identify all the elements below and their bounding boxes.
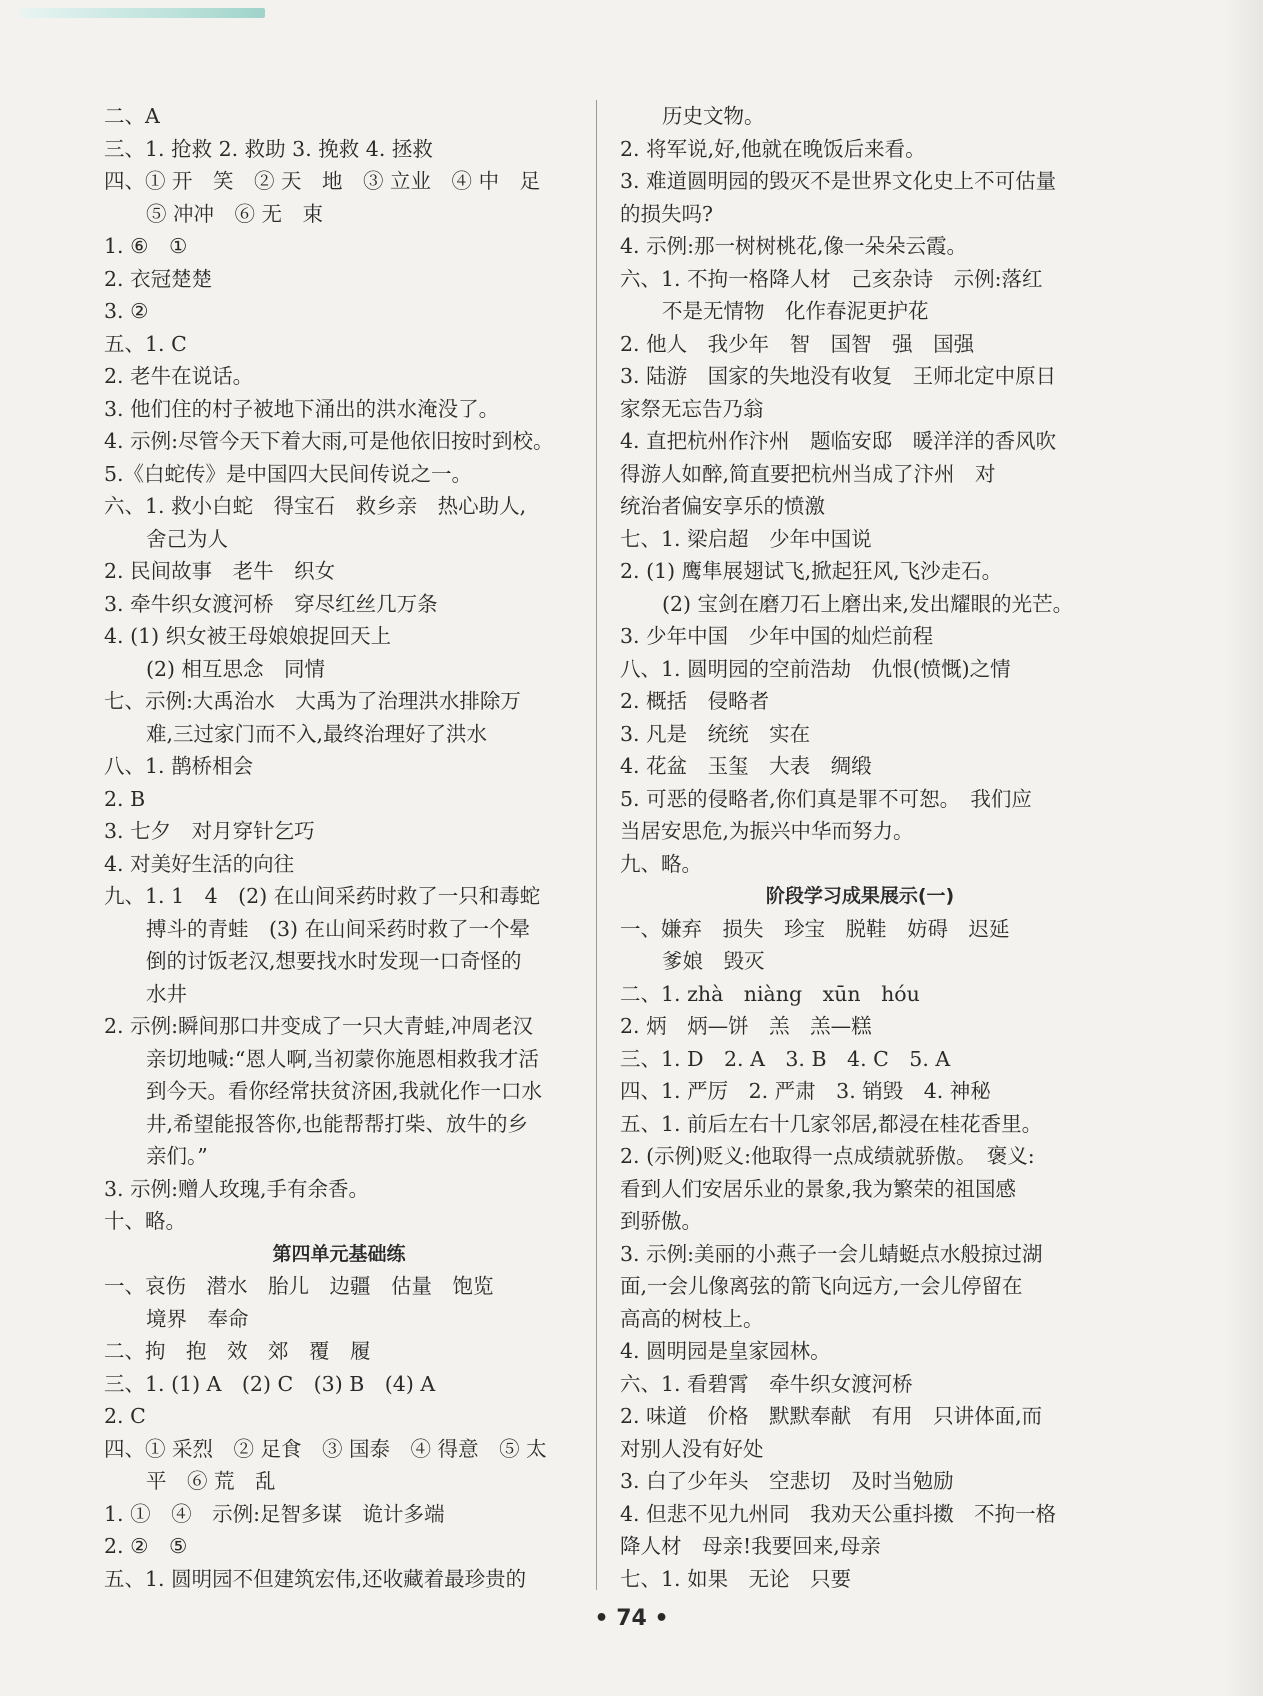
- left-answer-line: 二、A: [104, 104, 160, 128]
- right-answer-line: 2. 他人 我少年 智 国智 强 国强: [620, 331, 975, 356]
- right-answer-line: 3. 白了少年头 空悲切 及时当勉励: [620, 1469, 954, 1493]
- right-answer-line: 不是无情物 化作春泥更护花: [662, 299, 929, 323]
- left-answer-line: 倒的讨饭老汉,想要找水时发现一口奇怪的: [146, 949, 522, 973]
- right-answer-line: 六、1. 看碧霄 牵牛织女渡河桥: [620, 1371, 913, 1396]
- left-answer-line: 2. ② ⑤: [104, 1534, 188, 1558]
- left-answer-line: 舍己为人: [146, 526, 228, 551]
- right-answer-line: 历史文物。: [662, 104, 765, 128]
- left-answer-line: 3. 牵牛织女渡河桥 穿尽红丝几万条: [104, 591, 438, 616]
- left-answer-line: 2. B: [104, 786, 146, 811]
- right-answer-line: 2. 概括 侵略者: [620, 689, 770, 713]
- left-answer-line: 五、1. 圆明园不但建筑宏伟,还收藏着最珍贵的: [104, 1566, 527, 1591]
- left-answer-line: 1. ⑥ ①: [104, 234, 188, 258]
- left-answer-line: 2. C: [104, 1404, 146, 1428]
- page-edge-shadow: [1223, 0, 1263, 1696]
- right-answer-line: 3. 示例:美丽的小燕子一会儿蜻蜓点水般掠过湖: [620, 1241, 1043, 1266]
- right-answer-line: 七、1. 梁启超 少年中国说: [620, 526, 872, 551]
- left-answer-line: 一、哀伤 潜水 胎儿 边疆 估量 饱览: [104, 1274, 494, 1298]
- left-answer-line: 八、1. 鹊桥相会: [104, 754, 254, 778]
- left-answer-line: 3. 他们住的村子被地下涌出的洪水淹没了。: [104, 396, 500, 421]
- left-answer-line: 六、1. 救小白蛇 得宝石 救乡亲 热心助人,: [104, 494, 527, 518]
- left-answer-line: 境界 奉命: [146, 1306, 249, 1331]
- left-answer-line: 4. (1) 织女被王母娘娘捉回天上: [104, 624, 392, 648]
- right-answer-line: 3. 难道圆明园的毁灭不是世界文化史上不可估量: [620, 169, 1057, 193]
- right-answer-line: 面,一会儿像离弦的箭飞向远方,一会儿停留在: [620, 1274, 1023, 1298]
- right-answer-line: 四、1. 严厉 2. 严肃 3. 销毁 4. 神秘: [620, 1079, 991, 1103]
- right-answer-line: 的损失吗?: [620, 201, 713, 226]
- right-answer-line: 3. 陆游 国家的失地没有收复 王师北定中原日: [620, 364, 1057, 388]
- top-tab-decoration: [20, 8, 265, 18]
- right-answer-line: 六、1. 不拘一格降人材 己亥杂诗 示例:落红: [620, 266, 1043, 291]
- right-answer-line: 2. (示例)贬义:他取得一点成绩就骄傲。 褒义:: [620, 1144, 1035, 1168]
- right-answer-line: 七、1. 如果 无论 只要: [620, 1566, 852, 1591]
- left-answer-line: 4. 示例:尽管今天下着大雨,可是他依旧按时到校。: [104, 429, 554, 453]
- right-answer-line: 看到人们安居乐业的景象,我为繁荣的祖国感: [620, 1176, 1017, 1201]
- right-answer-line: 降人材 母亲!我要回来,母亲: [620, 1534, 881, 1558]
- right-answer-line: 3. 少年中国 少年中国的灿烂前程: [620, 624, 934, 648]
- right-answer-line: 家祭无忘告乃翁: [620, 396, 764, 421]
- right-answer-line: 4. 直把杭州作汴州 题临安邸 暖洋洋的香风吹: [620, 429, 1057, 453]
- left-section-heading: 第四单元基础练: [272, 1242, 406, 1265]
- left-answer-line: 五、1. C: [104, 331, 187, 356]
- right-answer-line: 到骄傲。: [620, 1209, 702, 1233]
- left-answer-line: 平 ⑥ 荒 乱: [146, 1469, 276, 1493]
- right-answer-line: 对别人没有好处: [620, 1436, 764, 1461]
- right-column: [620, 100, 1100, 1595]
- left-answer-line: 3. 七夕 对月穿针乞巧: [104, 819, 315, 843]
- right-answer-line: 2. 将军说,好,他就在晚饭后来看。: [620, 136, 926, 161]
- left-answer-line: 七、示例:大禹治水 大禹为了治理洪水排除万: [104, 689, 521, 713]
- right-answer-line: 九、略。: [620, 851, 702, 876]
- right-answer-line: (2) 宝剑在磨刀石上磨出来,发出耀眼的光芒。: [662, 591, 1074, 616]
- left-answer-line: 二、拘 抱 效 郊 覆 履: [104, 1339, 371, 1363]
- left-answer-line: 难,三过家门而不入,最终治理好了洪水: [146, 721, 488, 746]
- left-answer-line: 三、1. 抢救 2. 救助 3. 挽救 4. 拯救: [104, 136, 433, 161]
- left-answer-line: 水井: [146, 981, 187, 1006]
- right-answer-line: 得游人如醉,简直要把杭州当成了汴州 对: [620, 461, 996, 486]
- left-answer-line: (2) 相互思念 同情: [146, 656, 326, 681]
- right-answer-line: 4. 但悲不见九州同 我劝天公重抖擞 不拘一格: [620, 1501, 1057, 1526]
- left-answer-line: 2. 老牛在说话。: [104, 364, 254, 388]
- left-answer-line: 亲们。”: [146, 1144, 208, 1168]
- right-answer-line: 5. 可恶的侵略者,你们真是罪不可恕。 我们应: [620, 786, 1032, 811]
- left-answer-line: 三、1. (1) A (2) C (3) B (4) A: [104, 1371, 436, 1396]
- right-answer-line: 八、1. 圆明园的空前浩劫 仇恨(愤慨)之情: [620, 656, 1011, 681]
- right-answer-line: 2. 炳 炳—饼 羔 羔—糕: [620, 1014, 872, 1038]
- left-answer-line: 5.《白蛇传》是中国四大民间传说之一。: [104, 461, 473, 486]
- right-section-heading: 阶段学习成果展示(一): [765, 885, 955, 907]
- right-answer-line: 2. 味道 价格 默默奉献 有用 只讲体面,而: [620, 1404, 1043, 1428]
- left-answer-line: 十、略。: [104, 1209, 186, 1233]
- page-number: • 74 •: [594, 1606, 669, 1631]
- right-answer-line: 4. 圆明园是皇家园林。: [620, 1339, 831, 1363]
- left-column: [104, 100, 574, 1595]
- left-answer-line: 四、① 采烈 ② 足食 ③ 国泰 ④ 得意 ⑤ 太: [104, 1436, 547, 1461]
- left-answer-line: 四、① 开 笑 ② 天 地 ③ 立业 ④ 中 足: [104, 169, 541, 193]
- right-answer-line: 一、嫌弃 损失 珍宝 脱鞋 妨碍 迟延: [620, 916, 1010, 941]
- left-answer-line: 4. 对美好生活的向往: [104, 851, 295, 876]
- left-answer-line: ⑤ 冲冲 ⑥ 无 束: [146, 201, 324, 226]
- right-answer-line: 三、1. D 2. A 3. B 4. C 5. A: [620, 1046, 951, 1071]
- right-answer-line: 4. 花盆 玉玺 大表 绸缎: [620, 754, 872, 778]
- right-answer-line: 4. 示例:那一树树桃花,像一朵朵云霞。: [620, 234, 967, 258]
- left-answer-line: 3. 示例:赠人玫瑰,手有余香。: [104, 1176, 369, 1201]
- right-answer-line: 统治者偏安享乐的愤激: [620, 494, 825, 518]
- left-answer-line: 到今天。看你经常扶贫济困,我就化作一口水: [146, 1079, 543, 1103]
- right-answer-line: 高高的树枝上。: [620, 1306, 764, 1331]
- left-answer-line: 3. ②: [104, 299, 149, 323]
- column-divider: [596, 100, 597, 1590]
- right-answer-line: 五、1. 前后左右十几家邻居,都浸在桂花香里。: [620, 1111, 1043, 1136]
- right-answer-line: 二、1. zhà niàng xūn hóu: [620, 981, 920, 1006]
- right-answer-line: 当居安思危,为振兴中华而努力。: [620, 819, 914, 843]
- left-answer-line: 2. 衣冠楚楚: [104, 266, 213, 291]
- left-answer-line: 亲切地喊:“恩人啊,当初蒙你施恩相救我才活: [146, 1046, 539, 1071]
- left-answer-line: 1. ① ④ 示例:足智多谋 诡计多端: [104, 1501, 445, 1526]
- left-answer-line: 九、1. 1 4 (2) 在山间采药时救了一只和毒蛇: [104, 884, 541, 908]
- left-answer-line: 2. 示例:瞬间那口井变成了一只大青蛙,冲周老汉: [104, 1014, 533, 1038]
- right-answer-line: 爹娘 毁灭: [662, 949, 765, 973]
- left-answer-line: 2. 民间故事 老牛 织女: [104, 559, 336, 583]
- right-answer-line: 3. 凡是 统统 实在: [620, 721, 811, 746]
- left-answer-line: 井,希望能报答你,也能帮帮打柴、放牛的乡: [146, 1111, 529, 1136]
- left-answer-line: 搏斗的青蛙 (3) 在山间采药时救了一个晕: [146, 916, 531, 941]
- right-answer-line: 2. (1) 鹰隼展翅试飞,掀起狂风,飞沙走石。: [620, 559, 1003, 583]
